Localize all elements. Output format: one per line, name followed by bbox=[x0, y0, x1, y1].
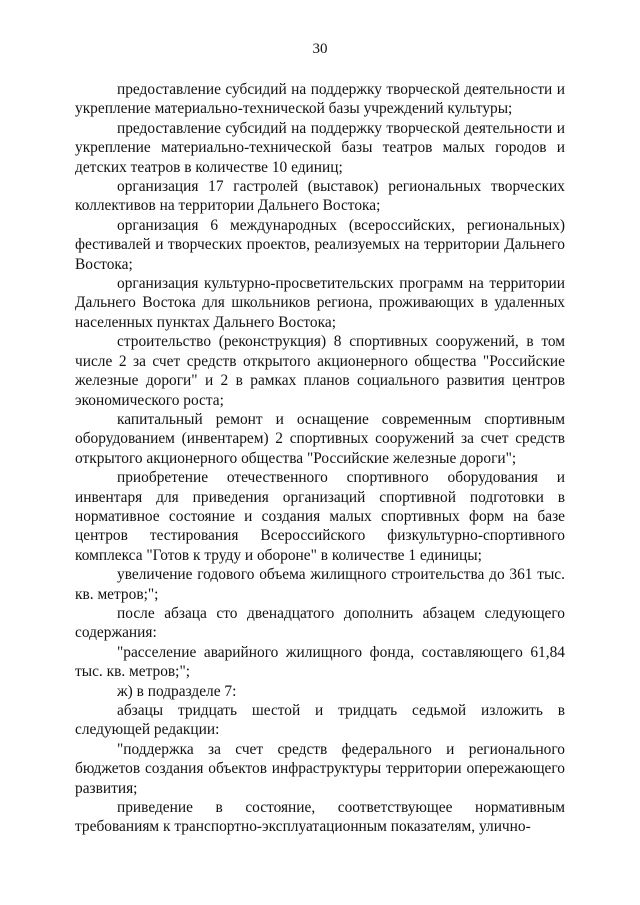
paragraph: приведение в состояние, соответствующее нормативным требованиям к транспортно-эксплуатационным показателям, улично- bbox=[75, 799, 565, 836]
paragraph: предоставление субсидий на поддержку творческой деятельности и укрепление материально-технической базы учреждений культуры; bbox=[75, 81, 565, 118]
paragraph: строительство (реконструкция) 8 спортивных сооружений, в том числе 2 за счет средств открытого акционерного общества "Российские железные дороги" и 2 в рамках планов социального развития центров экономического роста; bbox=[75, 333, 565, 409]
paragraph: организация 6 международных (всероссийских, региональных) фестивалей и творческих проектов, реализуемых на территории Дальнего Востока; bbox=[75, 216, 565, 273]
paragraph: увеличение годового объема жилищного строительства до 361 тыс. кв. метров;"; bbox=[75, 566, 565, 603]
document-body bbox=[75, 80, 565, 837]
paragraph: после абзаца сто двенадцатого дополнить абзацем следующего содержания: bbox=[75, 604, 565, 642]
paragraph: ж) в подразделе 7: bbox=[117, 682, 237, 700]
paragraph: организация 17 гастролей (выставок) региональных творческих коллективов на территории Дальнего Востока; bbox=[75, 178, 565, 215]
paragraph: "поддержка за счет средств федерального и регионального бюджетов создания объектов инфраструктуры территории опережающего развития; bbox=[75, 740, 565, 797]
paragraph: приобретение отечественного спортивного оборудования и инвентаря для приведения организаций спортивной подготовки в нормативное состояние и создания малых спортивных форм на базе центров тестирования Всероссийского физкультурно-спортивного комплекса "Готов к труду и обороне" в количестве 1 единицы; bbox=[75, 469, 565, 564]
paragraph: предоставление субсидий на поддержку творческой деятельности и укрепление материально-технической базы театров малых городов и детских театров в количестве 10 единиц; bbox=[75, 119, 565, 176]
paragraph: абзацы тридцать шестой и тридцать седьмой изложить в следующей редакции: bbox=[75, 702, 565, 739]
page-number: 30 bbox=[312, 41, 328, 57]
paragraph: капитальный ремонт и оснащение современным спортивным оборудованием (инвентарем) 2 спортивных сооружений за счет средств открытого акционерного общества "Российские железные дороги"; bbox=[75, 410, 565, 467]
paragraph: организация культурно-просветительских программ на территории Дальнего Востока для школьников региона, проживающих в удаленных населенных пунктах Дальнего Востока; bbox=[75, 275, 565, 331]
paragraph: "расселение аварийного жилищного фонда, составляющего 61,84 тыс. кв. метров;"; bbox=[75, 643, 565, 681]
